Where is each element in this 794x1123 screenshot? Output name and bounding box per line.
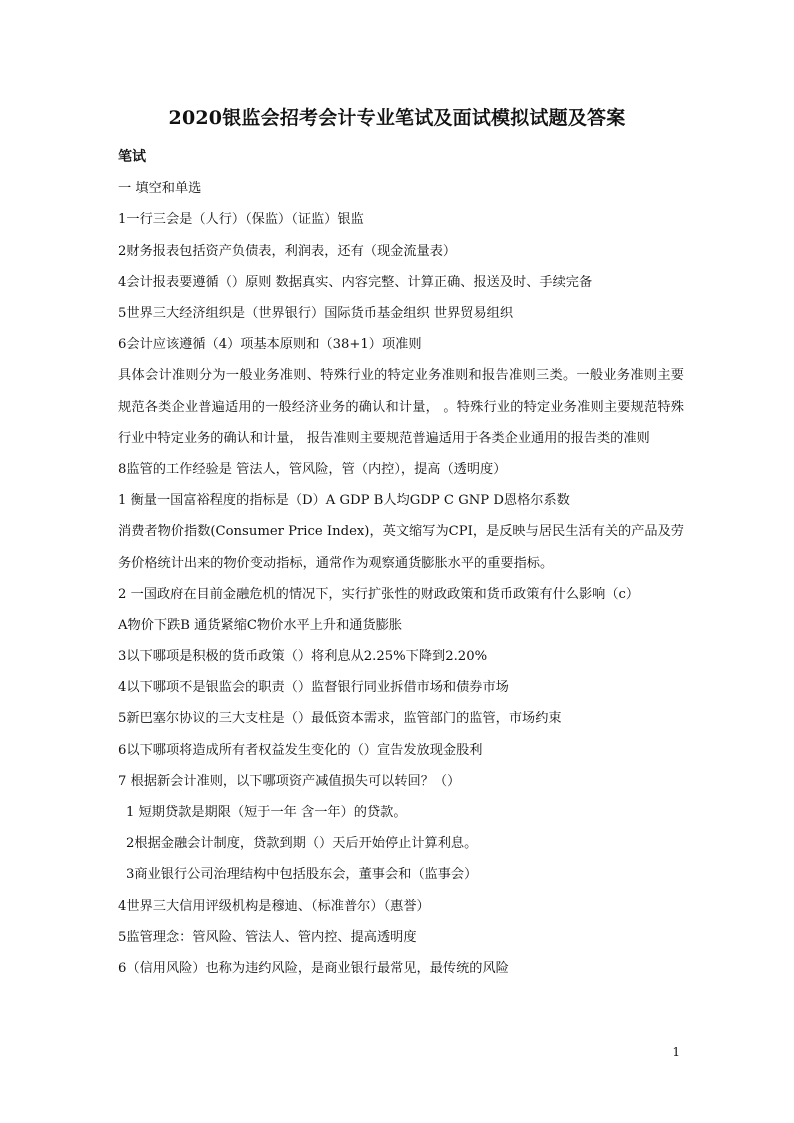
question-line: 5新巴塞尔协议的三大支柱是（）最低资本需求，监管部门的监管，市场约束: [118, 711, 562, 727]
question-line: 5世界三大经济组织是（世界银行）国际货币基金组织 世界贸易组织: [118, 305, 514, 321]
question-line: 1 短期贷款是期限（短于一年 含一年）的贷款。: [126, 805, 407, 821]
section-heading: 笔试: [118, 149, 146, 165]
question-line: 1 衡量一国富裕程度的指标是（D）A GDP B人均GDP C GNP D恩格尔系数: [118, 493, 570, 509]
question-line: 4以下哪项不是银监会的职责（）监督银行同业拆借市场和债券市场: [118, 680, 509, 696]
question-line: 1一行三会是（人行）（保监）（证监）银监: [118, 212, 364, 228]
question-line: 6会计应该遵循（4）项基本原则和（38+1）项准则: [118, 337, 422, 353]
question-line: 2 一国政府在目前金融危机的情况下，实行扩张性的财政政策和货币政策有什么影响（c）: [118, 586, 640, 602]
subsection-heading: 一 填空和单选: [118, 181, 202, 197]
question-line: 4世界三大信用评级机构是穆迪、（标准普尔）（惠誉）: [118, 898, 430, 914]
document-title: 2020银监会招考会计专业笔试及面试模拟试题及答案: [168, 107, 626, 129]
cpi-paragraph: 消费者物价指数(Consumer Price Index)，英文缩写为CPI，是反映与居民生活有关的产品及劳务价格统计出来的物价变动指标，通常作为观察通货膨胀水平的重要指标。: [118, 524, 684, 571]
question-line: 3以下哪项是积极的货币政策（）将利息从2.25%下降到2.20%: [118, 649, 488, 665]
question-line: 2财务报表包括资产负债表，利润表，还有（现金流量表）: [118, 243, 457, 259]
document-body: [118, 142, 684, 984]
question-line: 3商业银行公司治理结构中包括股东会，董事会和（监事会）: [126, 867, 478, 883]
question-line: 5监管理念：管风险、管法人、管内控、提高透明度: [118, 929, 417, 945]
question-line: 7 根据新会计准则，以下哪项资产减值损失可以转回？（）: [118, 773, 461, 789]
question-line: 6以下哪项将造成所有者权益发生变化的（）宣告发放现金股利: [118, 742, 483, 758]
question-line: 4会计报表要遵循（）原则 数据真实、内容完整、计算正确、报送及时、手续完备: [118, 274, 593, 290]
question-line: 8监管的工作经验是 管法人，管风险，管（内控），提高（透明度）: [118, 461, 507, 477]
question-line: 2根据金融会计制度，贷款到期（）天后开始停止计算利息。: [126, 836, 478, 852]
accounting-standards-paragraph: 具体会计准则分为一般业务准则、特殊行业的特定业务准则和报告准则三类。一般业务准则主要规范各类企业普遍适用的一般经济业务的确认和计量， 。特殊行业的特定业务准则主要规范特殊行业中特定业务的确认和计量， 报告准则主要规范普遍适用于各类企业通用的报告类的准则: [118, 368, 684, 446]
question-line: 6（信用风险）也称为违约风险，是商业银行最常见，最传统的风险: [118, 960, 509, 976]
answer-options-line: A物价下跌B 通货紧缩C物价水平上升和通货膨胀: [118, 617, 403, 633]
page-number: 1: [672, 1045, 680, 1059]
